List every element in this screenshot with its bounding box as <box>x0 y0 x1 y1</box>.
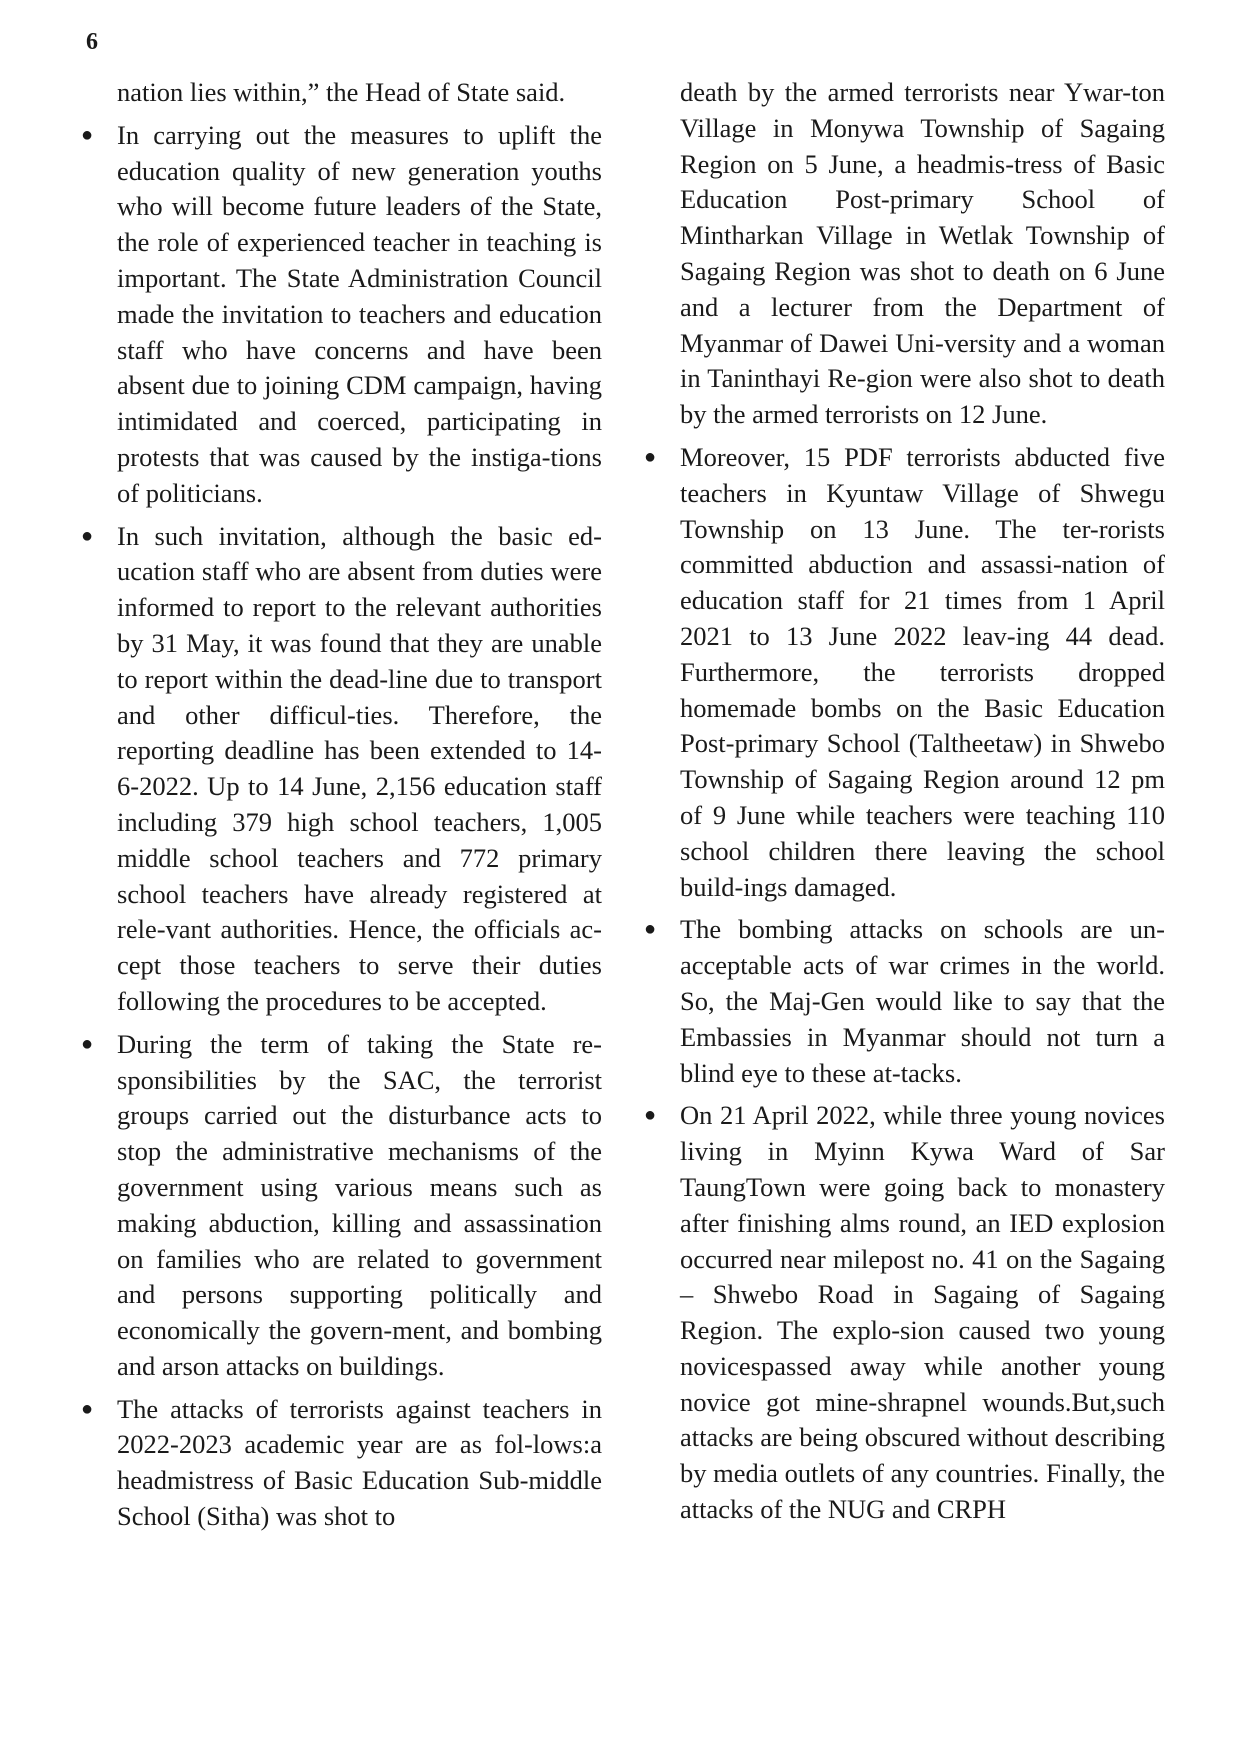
bullet-item <box>644 912 1165 1091</box>
bullet-text: On 21 April 2022, while three young novices living in Myinn Kywa Ward of Sar TaungTown were going back to monastery after finishing alms round, an IED explosion occurred near milepost no. 41 on the Sagaing – Shwebo Road in Sagaing of Sagaing Region. The explo-sion caused two young novicespassed away while another young novice got mine-shrapnel wounds.But,such attacks are being obscured without describing by media outlets of any countries. Finally, the attacks of the NUG and CRPH <box>680 1100 1165 1525</box>
bullet-icon: ● <box>644 445 657 468</box>
right-column <box>644 75 1165 1535</box>
bullet-text: The attacks of terrorists against teachers in 2022-2023 academic year are as fol-lows:a headmistress of Basic Education Sub-middle School (Sitha) was shot to <box>117 1393 602 1532</box>
page-number: 6 <box>86 29 98 55</box>
bullet-item <box>644 440 1165 905</box>
bullet-item <box>81 1392 602 1535</box>
bullet-icon: ● <box>644 918 657 941</box>
bullet-item <box>81 519 602 1020</box>
left-column <box>81 75 602 1542</box>
bullet-icon: ● <box>81 1397 94 1420</box>
bullet-item <box>81 1027 602 1385</box>
bullet-icon: ● <box>81 123 94 146</box>
bullet-icon: ● <box>81 1032 94 1055</box>
bullet-text: In carrying out the measures to uplift the education quality of new generation youths who will become future leaders of the State, the role of experienced teacher in teaching is important. The State Administration Council made the invitation to teachers and education staff who have concerns and have been absent due to joining CDM campaign, having intimidated and coerced, participating in protests that was caused by the instiga-tions of politicians. <box>117 119 602 508</box>
bullet-text: Moreover, 15 PDF terrorists abducted five teachers in Kyuntaw Village of Shwegu Township on 13 June. The ter-rorists committed abduction and assassi-nation of education staff for 21 times from 1 April 2021 to 13 June 2022 leav-ing 44 dead. Furthermore, the terrorists dropped homemade bombs on the Basic Education Post-primary School (Taltheetaw) in Shwebo Township of Sagaing Region around 12 pm of 9 June while teachers were teaching 110 school children there leaving the school build-ings damaged. <box>680 441 1165 902</box>
bullet-text: The bombing attacks on schools are un-acceptable acts of war crimes in the world. So, the Maj-Gen would like to say that the Embassies in Myanmar should not turn a blind eye to these at-tacks. <box>680 914 1165 1088</box>
bullet-item <box>644 1098 1165 1528</box>
bullet-item <box>81 118 602 512</box>
bullet-icon: ● <box>81 524 94 547</box>
bullet-text: In such invitation, although the basic ed-ucation staff who are absent from duties were informed to report to the relevant authorities by 31 May, it was found that they are unable to report within the dead-line due to transport and other difficul-ties. Therefore, the reporting deadline has been extended to 14-6-2022. Up to 14 June, 2,156 education staff including 379 high school teachers, 1,005 middle school teachers and 772 primary school teachers have already registered at rele-vant authorities. Hence, the officials ac-cept those teachers to serve their duties following the procedures to be accepted. <box>117 520 602 1016</box>
bullet-icon: ● <box>644 1104 657 1127</box>
continued-paragraph: death by the armed terrorists near Ywar-ton Village in Monywa Township of Sagaing Region on 5 June, a headmis-tress of Basic Education Post-primary School of Mintharkan Village in Wetlak Township of Sagaing Region was shot to death on 6 June and a lecturer from the Department of Myanmar of Dawei Uni-versity and a woman in Taninthayi Re-gion were also shot to death by the armed terrorists on 12 June. <box>680 77 1165 430</box>
continued-paragraph: nation lies within,” the Head of State said. <box>117 77 566 107</box>
bullet-text: During the term of taking the State re-sponsibilities by the SAC, the terrorist groups carried out the disturbance acts to stop the administrative mechanisms of the government using various means such as making abduction, killing and assassination on families who are related to government and persons supporting politically and economically the govern-ment, and bombing and arson attacks on buildings. <box>117 1028 602 1381</box>
